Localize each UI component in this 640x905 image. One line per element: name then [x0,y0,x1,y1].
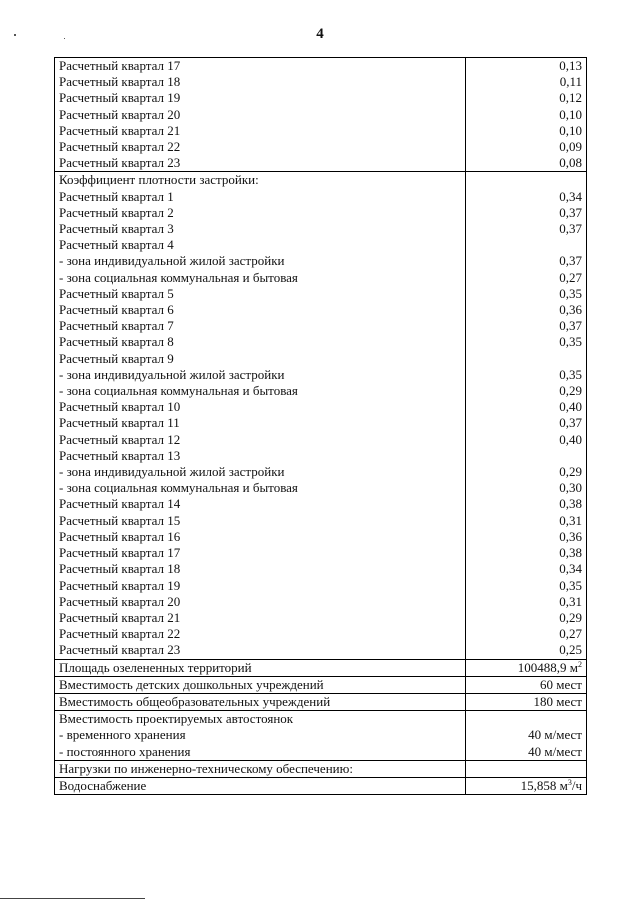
row-value: 0,31 [466,594,587,610]
row-value [466,172,587,189]
table-row [55,513,587,529]
row-value: 0,35 [466,286,587,302]
row-value: 0,27 [466,270,587,286]
table-row [55,237,587,253]
row-label: Расчетный квартал 1 [55,189,466,205]
row-label: Расчетный квартал 12 [55,432,466,448]
row-value: 0,36 [466,302,587,318]
row-label: - временного хранения [55,727,466,743]
row-label: Площадь озелененных территорий [55,659,466,676]
row-value: 0,34 [466,561,587,577]
row-value: 0,25 [466,642,587,659]
table-row [55,58,587,75]
row-label: - зона социальная коммунальная и бытовая [55,480,466,496]
page-number: 4 [316,26,324,42]
row-label: Вместимость общеобразовательных учреждений [55,693,466,710]
row-value [466,777,587,794]
table-row [55,448,587,464]
table-row [55,711,587,728]
table-row [55,253,587,269]
table-row [55,545,587,561]
row-label: Расчетный квартал 17 [55,58,466,75]
table-row [55,155,587,172]
row-label: Расчетный квартал 21 [55,610,466,626]
row-label: Расчетный квартал 23 [55,155,466,172]
table-row [55,496,587,512]
row-label: Расчетный квартал 19 [55,578,466,594]
row-label: Водоснабжение [55,777,466,794]
row-value: 0,35 [466,367,587,383]
table-row [55,189,587,205]
row-value: 0,11 [466,74,587,90]
row-value: 0,13 [466,58,587,75]
row-label: Расчетный квартал 23 [55,642,466,659]
row-value: 0,38 [466,496,587,512]
row-value [466,237,587,253]
table-row [55,529,587,545]
row-label: Расчетный квартал 2 [55,205,466,221]
table-row [55,318,587,334]
row-label: Коэффициент плотности застройки: [55,172,466,189]
table-row [55,205,587,221]
row-label: Расчетный квартал 17 [55,545,466,561]
row-value: 0,37 [466,318,587,334]
row-label: Расчетный квартал 22 [55,626,466,642]
row-label: Расчетный квартал 18 [55,561,466,577]
table-row [55,676,587,693]
row-value: 0,08 [466,155,587,172]
row-value: 0,35 [466,334,587,350]
row-label: Расчетный квартал 20 [55,107,466,123]
row-value: 0,31 [466,513,587,529]
row-value: 60 мест [466,676,587,693]
row-value [466,760,587,777]
row-label: - зона индивидуальной жилой застройки [55,464,466,480]
row-label: Расчетный квартал 14 [55,496,466,512]
row-value: 0,37 [466,253,587,269]
row-label: Расчетный квартал 5 [55,286,466,302]
row-label: - постоянного хранения [55,744,466,761]
row-label: - зона социальная коммунальная и бытовая [55,383,466,399]
row-label: Нагрузки по инженерно-техническому обеспечению: [55,760,466,777]
row-label: Расчетный квартал 22 [55,139,466,155]
row-label: Расчетный квартал 16 [55,529,466,545]
table-row [55,727,587,743]
table-row [55,480,587,496]
table-row [55,107,587,123]
row-value [466,711,587,728]
value-text: 100488,9 м [517,659,578,675]
row-value: 0,35 [466,578,587,594]
row-value: 0,29 [466,383,587,399]
table-row [55,594,587,610]
row-label: Расчетный квартал 20 [55,594,466,610]
row-value: 0,10 [466,123,587,139]
table-row [55,286,587,302]
table-row [55,626,587,642]
table-row [55,74,587,90]
row-value [466,448,587,464]
value-text: 15,858 м [520,777,568,793]
table-row [55,123,587,139]
row-label: Вместимость детских дошкольных учреждений [55,676,466,693]
row-label: Расчетный квартал 11 [55,415,466,431]
table-row [55,172,587,189]
row-label: Вместимость проектируемых автостоянок [55,711,466,728]
row-value: 0,27 [466,626,587,642]
table-row [55,760,587,777]
row-label: Расчетный квартал 8 [55,334,466,350]
row-label: Расчетный квартал 3 [55,221,466,237]
row-value: 40 м/мест [466,744,587,761]
row-value: 0,12 [466,90,587,106]
row-label: - зона индивидуальной жилой застройки [55,253,466,269]
table-row [55,744,587,761]
table-row [55,383,587,399]
table-row [55,693,587,710]
row-value: 40 м/мест [466,727,587,743]
row-label: Расчетный квартал 10 [55,399,466,415]
row-value: 0,29 [466,464,587,480]
table-row [55,302,587,318]
row-label: Расчетный квартал 15 [55,513,466,529]
row-value: 0,29 [466,610,587,626]
row-label: Расчетный квартал 21 [55,123,466,139]
table-row [55,642,587,659]
table-row [55,578,587,594]
parameters-table [54,57,587,795]
row-value: 0,36 [466,529,587,545]
row-value: 0,09 [466,139,587,155]
table-row [55,139,587,155]
row-value: 0,37 [466,221,587,237]
row-label: Расчетный квартал 19 [55,90,466,106]
row-label: Расчетный квартал 9 [55,351,466,367]
table-row [55,351,587,367]
table-row [55,464,587,480]
row-value: 0,40 [466,432,587,448]
row-value: 0,10 [466,107,587,123]
table-row [55,415,587,431]
row-label: Расчетный квартал 6 [55,302,466,318]
table-row [55,90,587,106]
unit-exponent: 3 [567,777,572,787]
row-value: 0,40 [466,399,587,415]
table-row [55,367,587,383]
table-body [55,58,587,795]
row-value: 0,34 [466,189,587,205]
unit-exponent: 2 [578,659,582,669]
row-label: Расчетный квартал 13 [55,448,466,464]
table-row [55,610,587,626]
unit-suffix: /ч [571,777,582,793]
row-value: 0,37 [466,415,587,431]
table-row [55,270,587,286]
footnote-rule [0,898,145,899]
row-label: Расчетный квартал 4 [55,237,466,253]
row-value: 0,38 [466,545,587,561]
row-value: 0,37 [466,205,587,221]
table-row [55,399,587,415]
table-row [55,432,587,448]
row-label: - зона социальная коммунальная и бытовая [55,270,466,286]
row-value: 0,30 [466,480,587,496]
table-row [55,221,587,237]
row-value [466,659,587,676]
table-row [55,561,587,577]
table-row [55,777,587,794]
row-label: - зона индивидуальной жилой застройки [55,367,466,383]
row-value [466,351,587,367]
row-label: Расчетный квартал 18 [55,74,466,90]
table-row [55,659,587,676]
table-row [55,334,587,350]
row-value: 180 мест [466,693,587,710]
row-label: Расчетный квартал 7 [55,318,466,334]
